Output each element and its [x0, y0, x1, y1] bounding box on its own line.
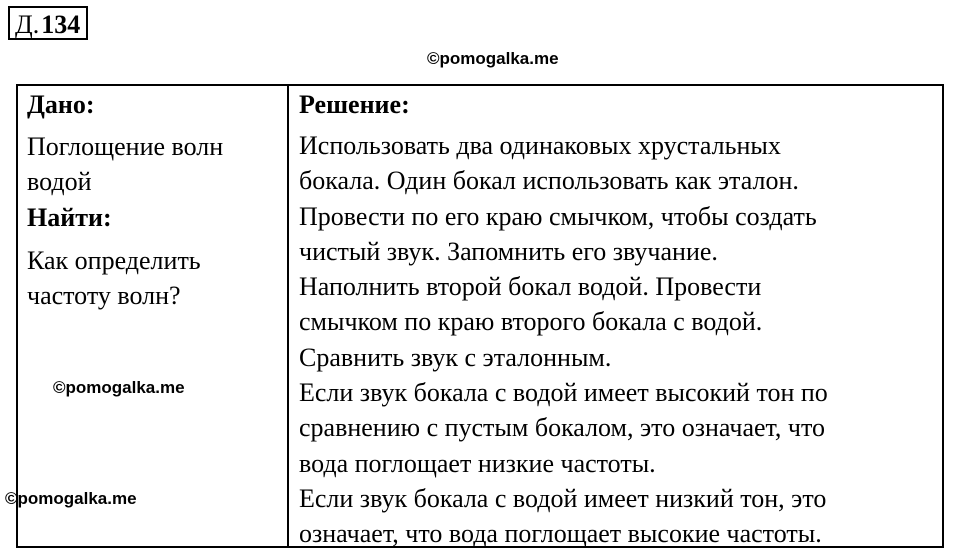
- find-heading: Найти:: [27, 203, 112, 232]
- solution-line: Наполнить второй бокал водой. Провести: [299, 272, 762, 302]
- solution-line: Если звук бокала с водой имеет низкий тон, это: [299, 483, 827, 513]
- solution-line: смычком по краю второго бокала с водой.: [299, 307, 763, 337]
- given-line: водой: [27, 167, 92, 196]
- watermark-middle: ©pomogalka.me: [53, 378, 185, 397]
- given-find-column: [27, 88, 282, 313]
- solution-heading: Решение:: [299, 90, 410, 119]
- given-line: Поглощение волн: [27, 132, 224, 161]
- solution-line: вода поглощает низкие частоты.: [299, 448, 656, 478]
- column-divider: [287, 86, 289, 546]
- solution-line: Сравнить звук с эталонным.: [299, 342, 612, 372]
- solution-line: сравнению с пустым бокалом, это означает, что: [299, 413, 826, 443]
- given-heading: Дано:: [27, 90, 95, 119]
- find-line: Как определить: [27, 246, 201, 275]
- solution-line: Использовать два одинаковых хрустальных: [299, 131, 781, 160]
- task-prefix: Д.: [15, 10, 40, 39]
- solution-table: [16, 84, 944, 548]
- given-text: [27, 129, 282, 199]
- solution-text: [299, 128, 939, 552]
- watermark-bottom: ©pomogalka.me: [5, 489, 137, 508]
- find-text: [27, 243, 282, 313]
- watermark-top: ©pomogalka.me: [427, 49, 559, 68]
- solution-column: [299, 88, 939, 552]
- task-number: 134: [41, 10, 81, 39]
- solution-line: чистый звук. Запомнить его звучание.: [299, 236, 718, 266]
- solution-line: бокала. Один бокал использовать как эталон.: [299, 166, 799, 196]
- solution-line: означает, что вода поглощает высокие частоты.: [299, 519, 822, 549]
- solution-line: Если звук бокала с водой имеет высокий тон по: [299, 378, 828, 408]
- solution-line: Провести по его краю смычком, чтобы создать: [299, 201, 817, 231]
- find-line: частоту волн?: [27, 281, 181, 310]
- task-number-label: [8, 6, 88, 40]
